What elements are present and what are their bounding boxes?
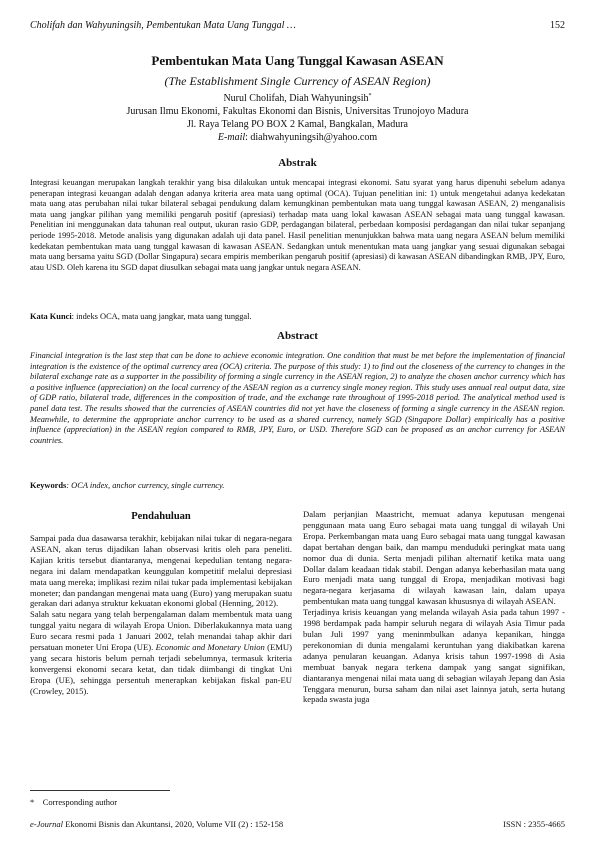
- left-column: [30, 533, 292, 697]
- author-address: Jl. Raya Telang PO BOX 2 Kamal, Bangkalan, Madura: [186, 119, 408, 130]
- footnote-text: Corresponding author: [42, 797, 118, 807]
- intro-paragraph-1: Sampai pada dua dasawarsa terakhir, kebijakan nilai tukar di negara-negara ASEAN, akan terus dijadikan lahan observasi kritis oleh para peneliti. Kajian kritis tersebut diantaranya, mengenai kepedulian tentang negara-negara ini dalam mendapatkan keunggulan kompetitif melalui depresiasi mata uang mereka; implikasi rezim nilai tukar pada implementasi kebijakan moneter; dan pandangan mengenai mata uang (Euro) yang merupakan suatu gerakan dari adanya struktur kekuatan ekonomi global (Henning, 2012).: [30, 533, 292, 609]
- running-title: Cholifah dan Wahyuningsih, Pembentukan Mata Uang Tunggal …: [30, 20, 296, 31]
- keywords-text: : OCA index, anchor currency, single currency.: [66, 481, 225, 490]
- kata-kunci: [30, 311, 565, 322]
- intro-p2-emu: Economic and Monetary Union: [155, 642, 265, 653]
- email-address: : diahwahyuningsih@yahoo.com: [245, 132, 378, 143]
- authors-block: [30, 92, 565, 144]
- abstract-heading: Abstract: [277, 330, 318, 342]
- journal-citation: [30, 819, 283, 829]
- running-header: [30, 20, 565, 36]
- abstrak-heading: Abstrak: [278, 157, 317, 169]
- abstract-text: Financial integration is the last step that can be done to achieve economic integration. One condition that must be met before the implementation of financial integration is the existence of the optimal currency area (OCA) criteria. The purpose of this study: 1) to find out the closeness of the currency to changes in the bilateral exchange rate as a supporter in the possibility of forming a single currency in the ASEAN region, 2) to analyze the chosen anchor currency which has a positive influence (appreciation) on the local currency of the ASEAN region as a currency single money region. This study uses annual real output data, size of GDP ratio, bilateral trade, differences in the composition of trade, and the exchange rate throughout of 1995-2018 period. The analytical method used is panel data test. The results showed that the currencies of ASEAN countries did not yet have the closeness of forming a single currency in the ASEAN region. Meanwhile, to determine the appropriate anchor currency to be used as a shared currency, namely SGD (Singapore Dollar) empirically has a positive influence (appreciation) in the ASEAN region compared to RMB, JPY, Euro, or USD. Therefore SGD can be proposed as an anchor currency for ASEAN countries.: [30, 351, 565, 445]
- intro-paragraph-3: Dalam perjanjian Maastricht, memuat adanya keputusan mengenai penggunaan mata uang Euro sebagai mata uang tunggal di wilayah Uni Eropa. Perkembangan mata uang Euro sebagai mata uang tunggal kawasan dapat bertahan dengan baik, dan mampu menduduki peringkat mata uang nomor dua di dunia. Serta menjadi pilihan alternatif ketika mata uang Dollar dalam keadaan tidak stabil. Dengan adanya keberhasilan mata uang Euro menjadi mata uang tunggal di Eropa, menjadikan motivasi bagi negara-negara kerjasama di wilayah kawasan lain, dalam upaya pembentukan mata uang tunggal kawasan khususnya di wilayah ASEAN.: [303, 509, 565, 607]
- intro-paragraph-2: [30, 609, 292, 696]
- keywords: [30, 480, 565, 491]
- journal-details: Ekonomi Bisnis dan Akuntansi, 2020, Volume VII (2) : 152-158: [63, 819, 284, 829]
- pendahuluan-heading: Pendahuluan: [131, 511, 191, 522]
- issn: ISSN : 2355-4665: [503, 819, 565, 829]
- footnote: [30, 797, 117, 807]
- intro-p2-end: (EMU) yang secara historis belum pernah terjadi sebelumnya, termasuk kriteria konvergensi ekonomi secara ketat, dan tidak diimbangi di tingkat Uni Eropa (UE), sehingga persentuh menerapkan kebijakan fiskal pan-EU (Crowley, 2015).: [30, 642, 292, 696]
- author-names-text: Nurul Cholifah, Diah Wahyuningsih: [223, 93, 369, 104]
- intro-p2-start: Salah satu negara yang telah berpengalaman dalam membentuk mata uang tunggal yaitu negara di wilayah Eropa Union. Diberlakukannya mata uang Euro secara resmi pada 1 Januari 2002, telah menandai tahap akhir dari persatuan moneter Uni Eropa (UE).: [30, 609, 292, 653]
- abstrak-text: Integrasi keuangan merupakan langkah terakhir yang bisa dilakukan untuk mencapai integrasi ekonomi. Satu syarat yang harus dipenuhi sebelum adanya penerapan integrasi keuangan adalah dengan adanya kriteria area mata uang optimal (OCA). Tujuan penelitian ini: 1) untuk mengetahui adanya kedekatan mata uang atas perubahan nilai tukar bilateral sebagai pendukung dalam kemungkinan pembentukan mata uang tunggal kawasan ASEAN, 2) menganalisis mata uang jangkar pilihan yang memiliki pengaruh positif (apresiasi) terhadap mata uang lokal kawasan ASEAN sebagai mata uang tunggal kawasan. Penelitian ini menggunakan data tahunan real output, ukuran rasio GDP, perdagangan bilateral, perbedaan komposisi perdagangan dan nilai tukar sepanjang periode 1995-2018. Metode analisis yang digunakan adalah uji data panel. Hasil penelitian menunjukkan bahwa mata uang negara ASEAN belum memiliki kedekatan pembentukan mata uang tunggal kawasan di kawasan ASEAN. Sedangkan untuk menentukan mata uang jangkar yang sesuai digunakan sebagai mata uang bersama yaitu SGD (Dollar Singapura) secara empiris memberikan pengaruh positif (apresiasi) di kawasan ASEAN dibandingkan RMB, JPY, Euro, atau USD. Oleh karena itu SGD dapat diusulkan sebagai mata uang jangkar untuk negara ASEAN.: [30, 178, 565, 272]
- email-label: E-mail: [217, 132, 246, 143]
- keywords-label: Keywords: [30, 481, 67, 490]
- footnote-asterisk: *: [30, 797, 43, 807]
- corresponding-asterisk: *: [368, 93, 372, 99]
- paper-subtitle: (The Establishment Single Currency of ASEAN Region): [164, 74, 431, 88]
- footnote-divider: [30, 790, 170, 791]
- author-email: [30, 131, 565, 144]
- kata-kunci-label: Kata Kunci: [30, 312, 72, 321]
- paper-title: Pembentukan Mata Uang Tunggal Kawasan ASEAN: [151, 53, 444, 68]
- journal-name-italic: e-Journal: [30, 819, 64, 829]
- page-number: 152: [550, 20, 565, 31]
- kata-kunci-text: : indeks OCA, mata uang jangkar, mata uang tunggal.: [71, 312, 252, 321]
- title-block: [30, 53, 565, 144]
- author-affiliation: Jurusan Ilmu Ekonomi, Fakultas Ekonomi dan Bisnis, Universitas Trunojoyo Madura: [126, 106, 469, 117]
- right-column: [303, 509, 565, 705]
- author-names: [30, 92, 565, 105]
- intro-paragraph-4: Terjadinya krisis keuangan yang melanda wilayah Asia pada tahun 1997 - 1998 berdampak pada hampir seluruh negara di wilayah Asia Timur pada bulan Juli 1997 yang meninmbulkan adanya kepanikan, hingga perekonomian di dunia mengalami keruntuhan yang diakibatkan karena adanya penularan keuangan. Adanya krisis tahun 1997-1998 di Asia membuat banyak negara terkena dampak yang sangat signifikan, diantaranya mengenai nilai mata uang di sebagian wilayah Jepang dan Asia Tenggara menurun, bursa saham dan nilai aset lainnya jatuh, serta hutang kepada swasta juga: [303, 607, 565, 705]
